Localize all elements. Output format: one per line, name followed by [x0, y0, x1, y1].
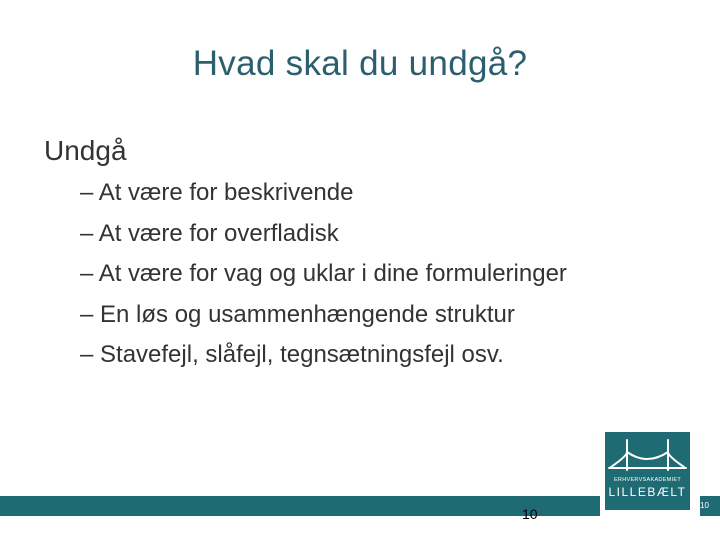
brand-logo	[605, 432, 690, 510]
bridge-icon	[605, 432, 690, 477]
slide-title: Hvad skal du undgå?	[192, 44, 528, 83]
slide-heading: Undgå	[44, 135, 127, 166]
bullet-item: – Stavefejl, slåfejl, tegnsætningsfejl osv.	[80, 341, 504, 368]
logo-subtitle: ERHVERVSAKADEMIET	[613, 477, 682, 483]
bullet-item: – En løs og usammenhængende struktur	[80, 300, 515, 328]
footer-page-number: 10	[700, 501, 709, 510]
bullet-item: – At være for overfladisk	[80, 219, 339, 247]
bullet-item: – At være for beskrivende	[80, 179, 354, 206]
bullet-item: – At være for vag og uklar i dine formuleringer	[80, 260, 567, 287]
page-number: 10	[522, 506, 538, 522]
logo-name: LILLEBÆLT	[608, 485, 687, 499]
bullet-list	[80, 173, 567, 376]
